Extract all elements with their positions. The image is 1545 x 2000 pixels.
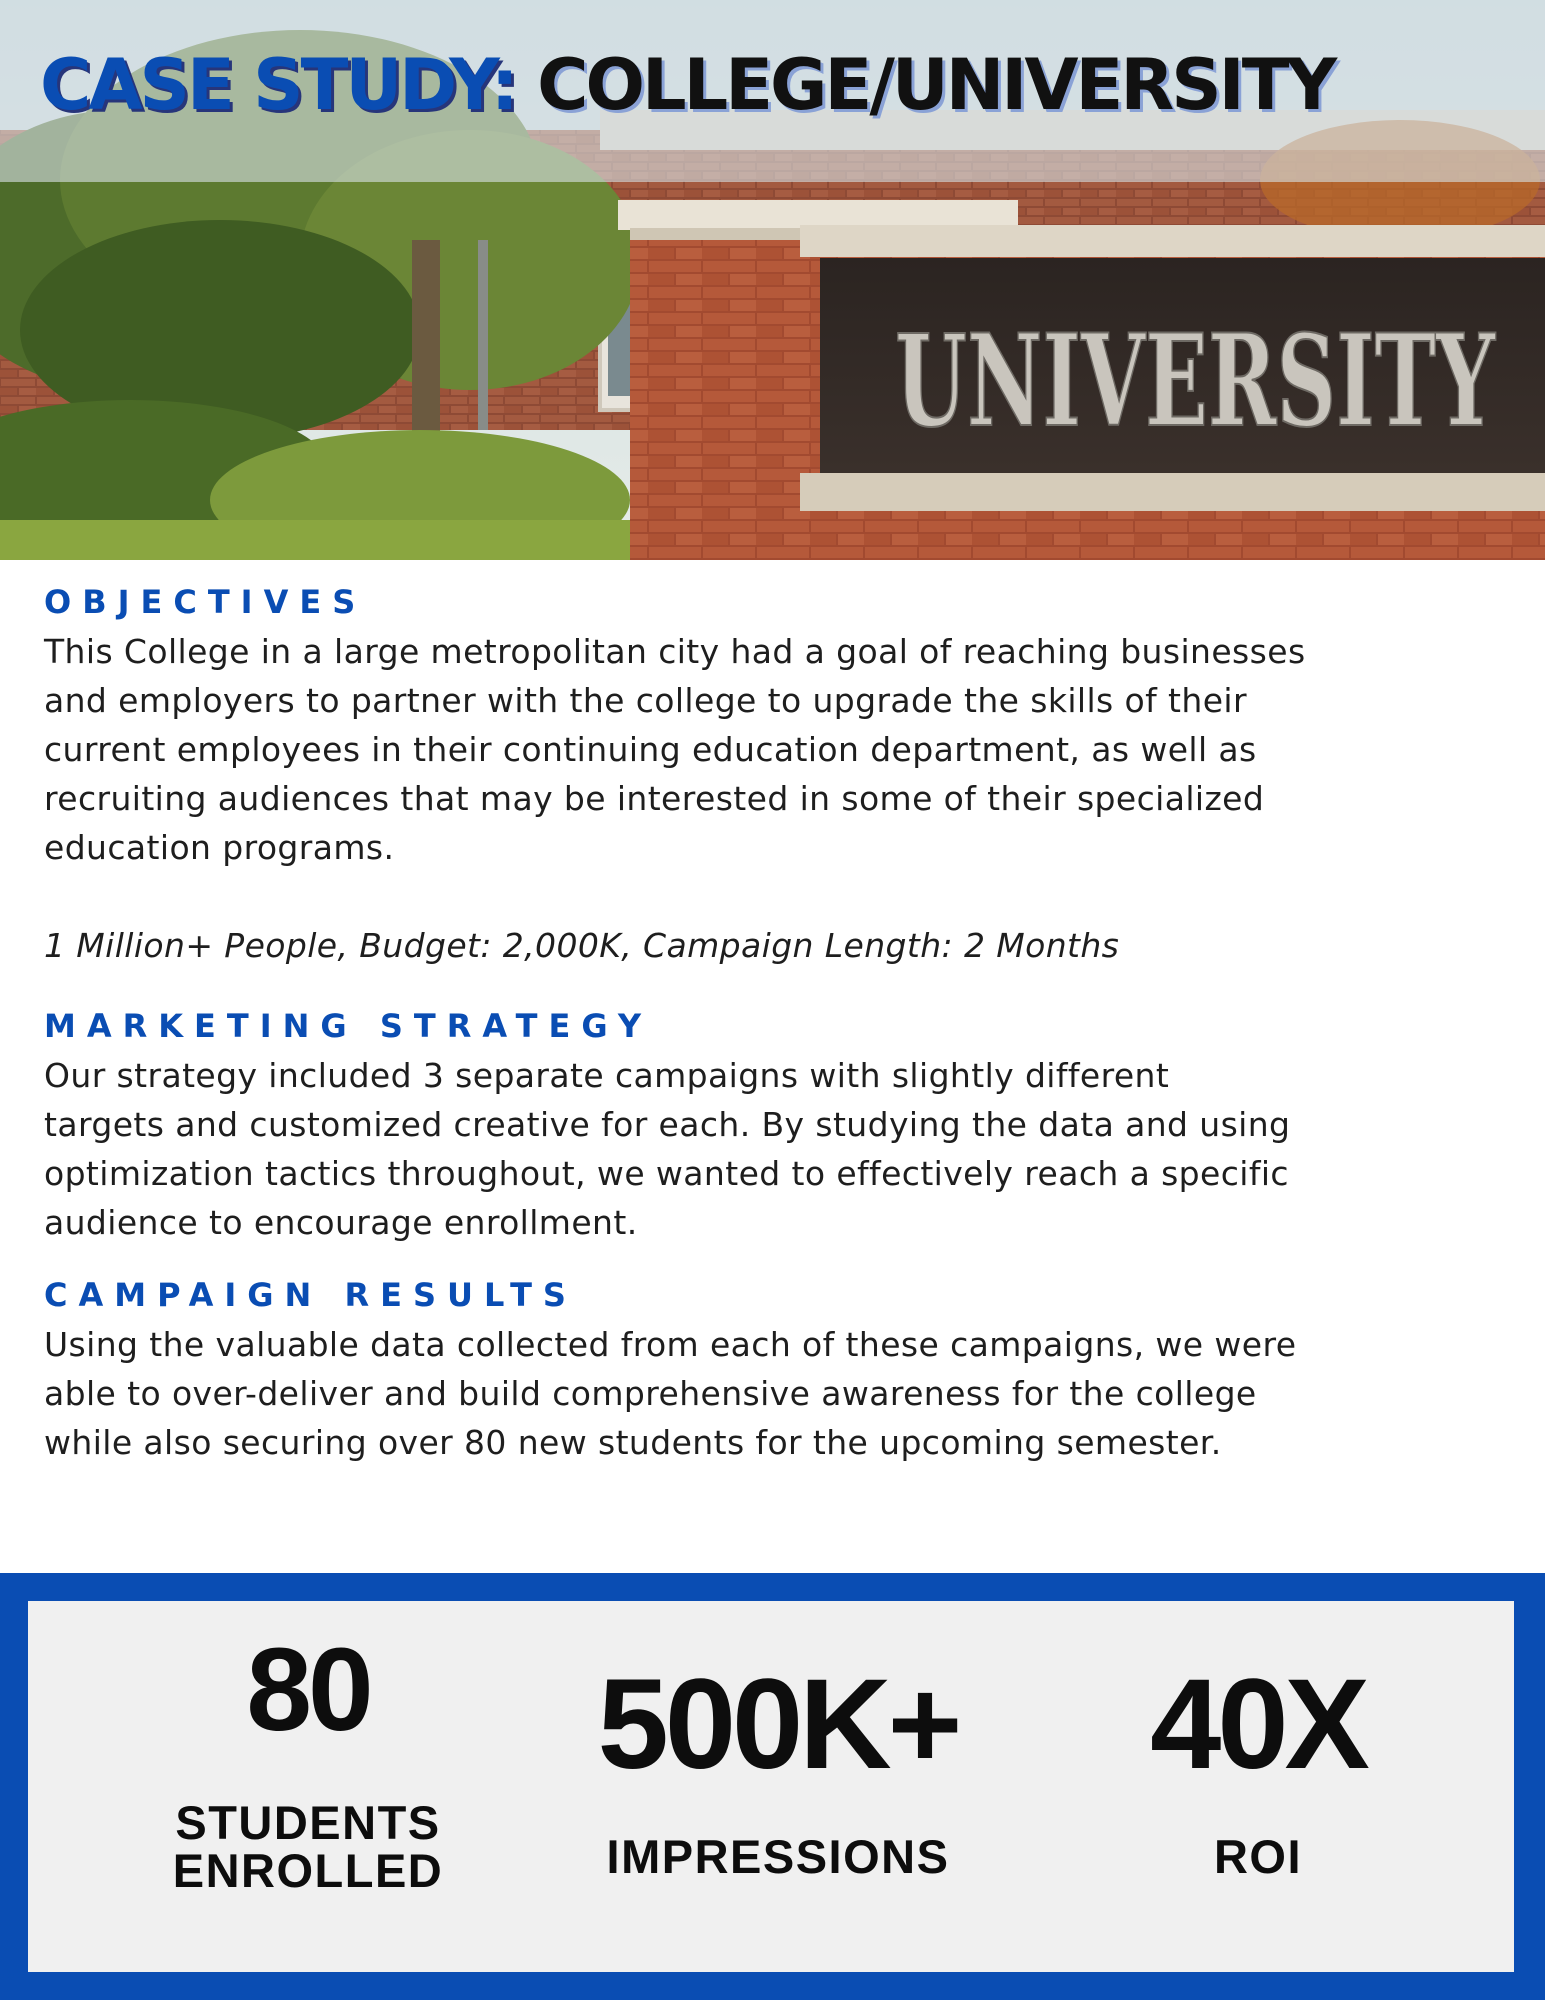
objectives-line: recruiting audiences that may be interested in some of their specialized — [44, 779, 1265, 818]
marketing-strategy-heading: MARKETING STRATEGY — [44, 1007, 653, 1045]
page-title — [40, 44, 1335, 126]
results-line: while also securing over 80 new students for the upcoming semester. — [44, 1423, 1222, 1462]
results-line: Using the valuable data collected from each of these campaigns, we were — [44, 1325, 1297, 1364]
objectives-line: current employees in their continuing education department, as well as — [44, 730, 1257, 769]
results-line: able to over-deliver and build comprehensive awareness for the college — [44, 1374, 1257, 1413]
objectives-line: education programs. — [44, 828, 395, 867]
metric-value: 40X — [1150, 1653, 1366, 1796]
strategy-line: optimization tactics throughout, we wanted to effectively reach a specific — [44, 1154, 1289, 1193]
title-main: COLLEGE/UNIVERSITY — [537, 44, 1335, 126]
hero-banner — [0, 0, 1545, 560]
strategy-line: targets and customized creative for each. By studying the data and using — [44, 1105, 1291, 1144]
metric-value: 80 — [246, 1624, 370, 1756]
campaign-results-section — [44, 1275, 1504, 1467]
sign-text: UNIVERSITY — [895, 307, 1497, 455]
objectives-line: and employers to partner with the college to upgrade the skills of their — [44, 681, 1247, 720]
objectives-line: This College in a large metropolitan city had a goal of reaching businesses — [44, 632, 1306, 671]
metric-value: 500K+ — [597, 1653, 959, 1796]
metric-students-enrolled — [108, 1624, 508, 1897]
objectives-heading: OBJECTIVES — [44, 583, 367, 621]
marketing-strategy-section — [44, 1006, 1504, 1247]
metric-label: ROI — [1213, 1830, 1303, 1883]
metric-roi — [1048, 1653, 1468, 1883]
campaign-results-heading: CAMPAIGN RESULTS — [44, 1276, 577, 1314]
marketing-strategy-paragraph — [44, 1051, 1504, 1247]
metric-label — [108, 1796, 508, 1897]
metric-label-line: ENROLLED — [172, 1844, 444, 1897]
metric-label-line: STUDENTS — [175, 1796, 441, 1849]
objectives-section — [44, 582, 1504, 970]
metric-label: IMPRESSIONS — [606, 1830, 950, 1883]
strategy-line: Our strategy included 3 separate campaigns with slightly different — [44, 1056, 1170, 1095]
campaign-results-paragraph — [44, 1320, 1504, 1467]
case-study-content — [44, 582, 1504, 1467]
results-panel — [28, 1601, 1514, 1972]
metric-impressions — [528, 1653, 1028, 1883]
title-accent: CASE STUDY: — [40, 44, 516, 126]
objectives-paragraph — [44, 627, 1504, 872]
objectives-stats: 1 Million+ People, Budget: 2,000K, Campaign Length: 2 Months — [44, 926, 1120, 965]
strategy-line: audience to encourage enrollment. — [44, 1203, 638, 1242]
results-box — [0, 1573, 1545, 2000]
